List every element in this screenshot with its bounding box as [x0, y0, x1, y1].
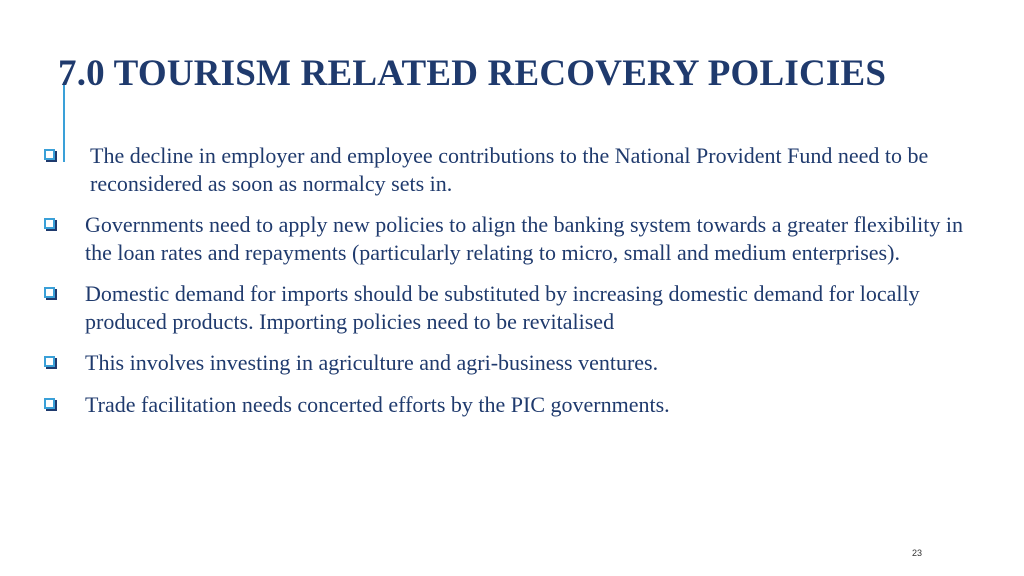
checkbox-bullet-icon [44, 218, 55, 229]
bullet-item [44, 142, 994, 198]
bullet-text: Trade facilitation needs concerted efforts by the PIC governments. [85, 392, 670, 417]
bullet-item [44, 280, 994, 336]
slide-title: 7.0 TOURISM RELATED RECOVERY POLICIES [58, 53, 887, 94]
checkbox-bullet-icon [44, 356, 55, 367]
checkbox-bullet-icon [44, 149, 55, 160]
bullet-text: Domestic demand for imports should be substituted by increasing domestic demand for locally produced products. Importing policies need to be revitalised [85, 281, 920, 334]
checkbox-bullet-icon [44, 287, 55, 298]
bullet-text: The decline in employer and employee contributions to the National Provident Fund need to be reconsidered as soon as normalcy sets in. [90, 143, 929, 196]
bullet-item [44, 349, 994, 377]
bullet-list [44, 142, 994, 419]
bullet-text: This involves investing in agriculture and agri-business ventures. [85, 350, 659, 375]
bullet-text: Governments need to apply new policies to align the banking system towards a greater flexibility in the loan rates and repayments (particularly relating to micro, small and medium enterprises). [85, 212, 963, 265]
checkbox-bullet-icon [44, 398, 55, 409]
bullet-item [44, 211, 994, 267]
bullet-item [44, 391, 994, 419]
page-number: 23 [912, 548, 923, 558]
